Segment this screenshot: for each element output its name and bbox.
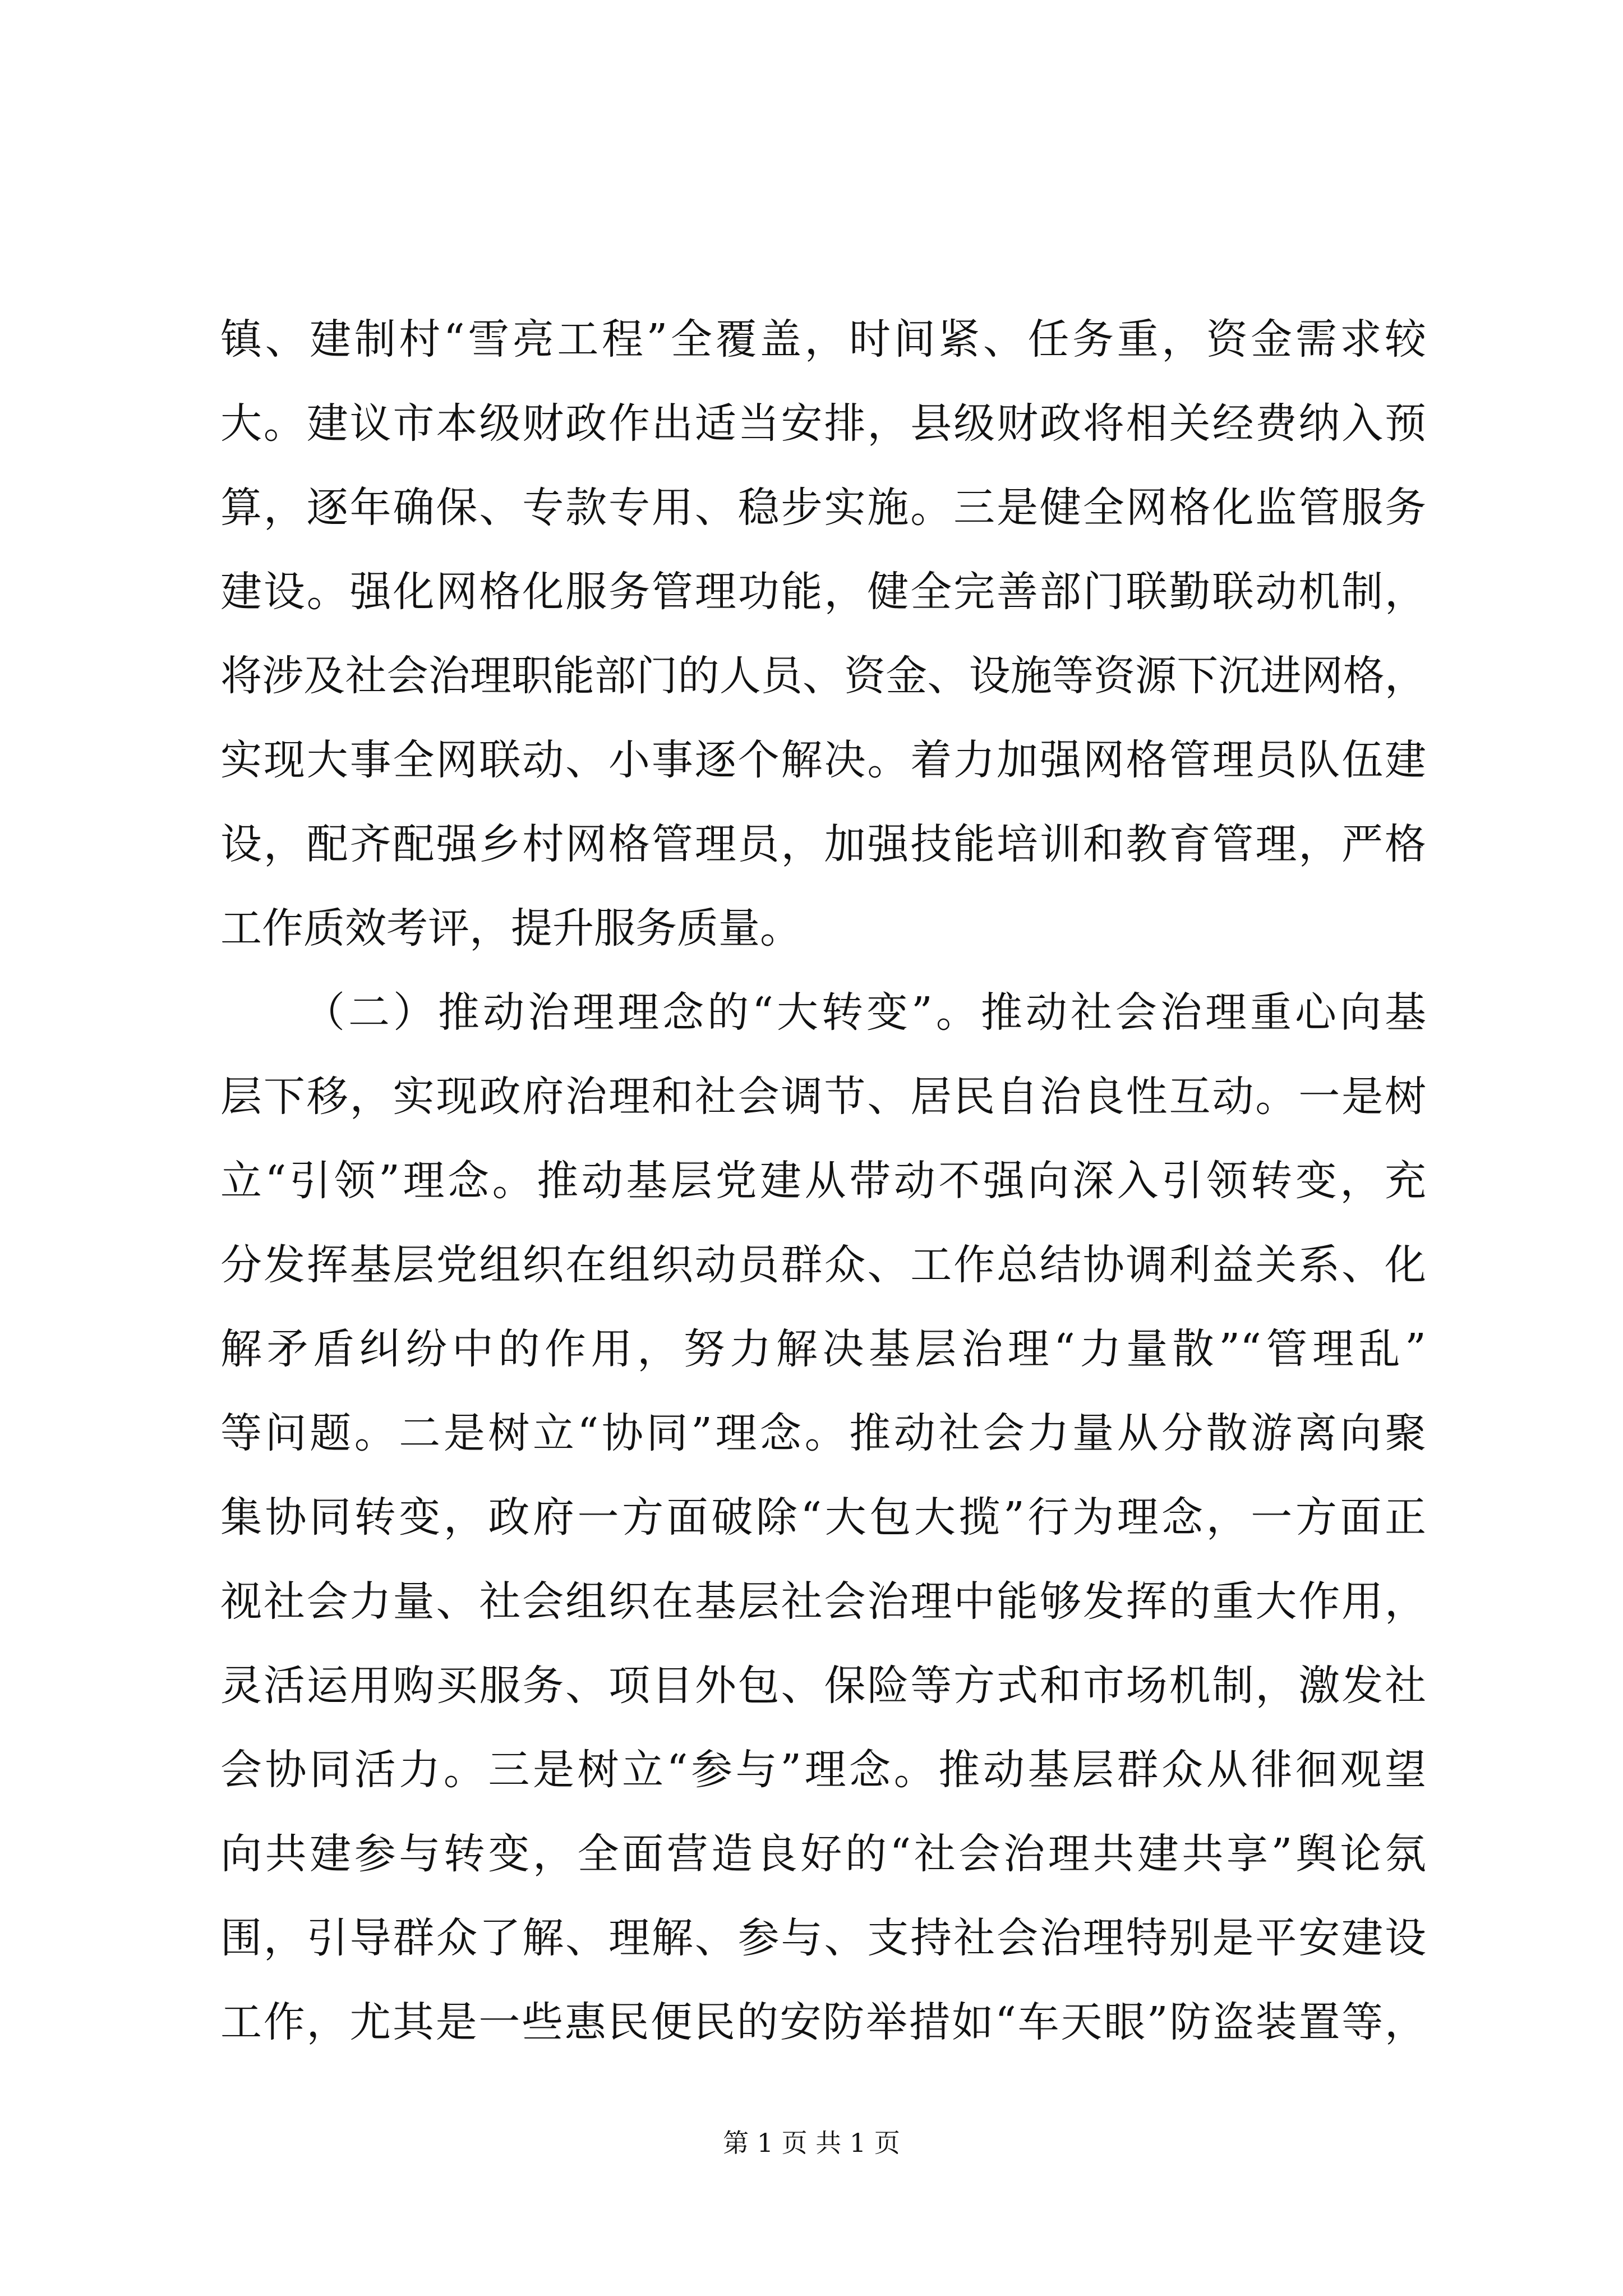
text-line: 集协同转变，政府一方面破除“大包大揽”行为理念，一方面正 [220,1493,1426,1542]
text-line: 将涉及社会治理职能部门的人员、资金、设施等资源下沉进网格， [220,652,1426,700]
text-line: 层下移，实现政府治理和社会调节、居民自治良性互动。一是树 [220,1073,1426,1121]
text-line: 会协同活力。三是树立“参与”理念。推动基层群众从徘徊观望 [220,1746,1426,1794]
text-line: 解矛盾纠纷中的作用，努力解决基层治理“力量散”“管理乱” [220,1325,1426,1373]
text-line: 工作，尤其是一些惠民便民的安防举措如“车天眼”防盗装置等， [220,1998,1426,2046]
text-line: 大。建议市本级财政作出适当安排，县级财政将相关经费纳入预 [220,399,1426,448]
text-line: 等问题。二是树立“协同”理念。推动社会力量从分散游离向聚 [220,1409,1426,1457]
text-line: 建设。强化网格化服务管理功能，健全完善部门联勤联动机制， [220,568,1426,616]
document-body [220,297,1426,2064]
section-heading-line: （二）推动治理理念的“大转变”。推动社会治理重心向基 [303,988,1426,1037]
text-line: 立“引领”理念。推动基层党建从带动不强向深入引领转变，充 [220,1157,1426,1205]
text-line: 设，配齐配强乡村网格管理员，加强技能培训和教育管理，严格 [220,820,1426,868]
text-line: 围，引导群众了解、理解、参与、支持社会治理特别是平安建设 [220,1914,1426,1962]
text-line: 向共建参与转变，全面营造良好的“社会治理共建共享”舆论氛 [220,1830,1426,1878]
text-line: 灵活运用购买服务、项目外包、保险等方式和市场机制，激发社 [220,1662,1426,1710]
text-line: 视社会力量、社会组织在基层社会治理中能够发挥的重大作用， [220,1577,1426,1626]
text-line: 镇、建制村“雪亮工程”全覆盖，时间紧、任务重，资金需求较 [220,315,1426,364]
paragraph-end-line: 工作质效考评，提升服务质量。 [220,904,801,953]
page-number-footer: 第 1 页 共 1 页 [723,2128,900,2158]
text-line: 分发挥基层党组织在组织动员群众、工作总结协调利益关系、化 [220,1241,1426,1289]
text-line: 实现大事全网联动、小事逐个解决。着力加强网格管理员队伍建 [220,736,1426,784]
text-line: 算，逐年确保、专款专用、稳步实施。三是健全网格化监管服务 [220,484,1426,532]
